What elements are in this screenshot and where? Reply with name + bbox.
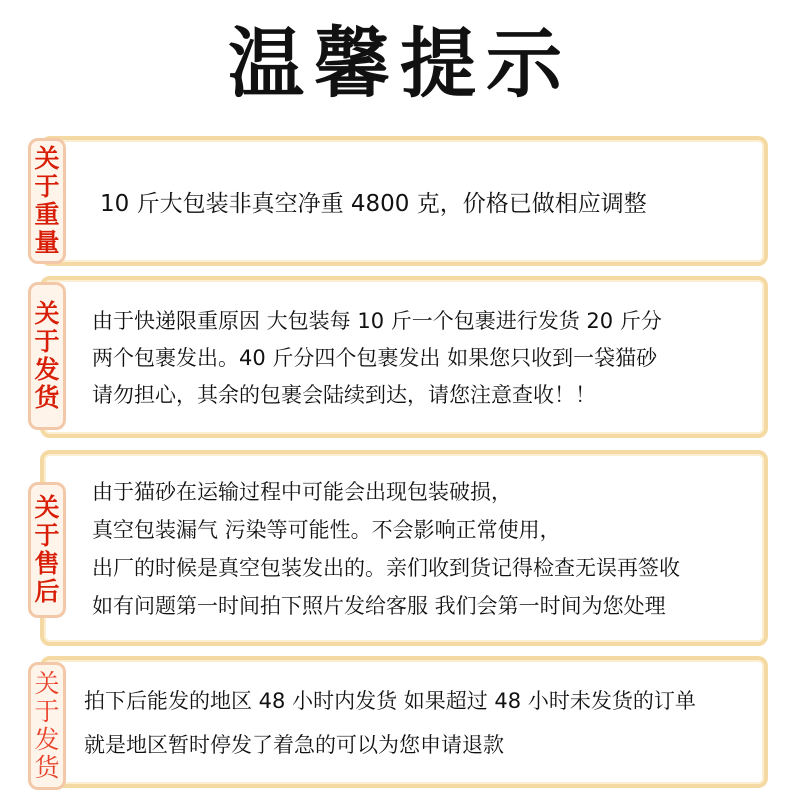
notice-line: 出厂的时候是真空包装发出的。亲们收到货记得检查无误再签收	[92, 556, 680, 580]
notice-line: 真空包装漏气 污染等可能性。不会影响正常使用，	[92, 518, 561, 542]
notice-panel-weight	[40, 136, 768, 266]
label-char: 发	[34, 725, 60, 754]
label-char: 于	[34, 521, 60, 550]
notice-panel-after-sales	[40, 450, 768, 646]
label-char: 售	[34, 549, 60, 578]
notice-line: 由于猫砂在运输过程中可能会出现包装破损，	[92, 480, 512, 504]
section-label-shipping-refund	[28, 662, 66, 790]
notice-line: 如有问题第一时间拍下照片发给客服 我们会第一时间为您处理	[92, 594, 666, 618]
label-char: 后	[34, 577, 60, 606]
section-label-shipping	[28, 282, 66, 430]
notice-line: 10 斤大包装非真空净重 4800 克，价格已做相应调整	[100, 190, 647, 217]
section-label-after-sales	[28, 482, 66, 618]
label-char: 于	[34, 697, 60, 726]
label-char: 关	[34, 299, 60, 328]
label-char: 关	[34, 493, 60, 522]
notice-text	[92, 140, 754, 262]
notice-line: 由于快递限重原因 大包装每 10 斤一个包裹进行发货 20 斤分	[92, 309, 662, 333]
label-char: 货	[34, 383, 60, 412]
label-char: 量	[34, 228, 60, 257]
notice-line: 请勿担心，其余的包裹会陆续到达，请您注意查收！！	[92, 383, 596, 407]
label-char: 关	[34, 669, 60, 698]
notice-line: 拍下后能发的地区 48 小时内发货 如果超过 48 小时未发货的订单	[84, 689, 696, 713]
label-char: 发	[34, 355, 60, 384]
notice-text	[92, 280, 754, 434]
label-char: 关	[34, 144, 60, 173]
label-char: 于	[34, 327, 60, 356]
notice-text	[84, 660, 754, 784]
section-label-weight	[28, 138, 66, 264]
label-char: 货	[34, 753, 60, 782]
label-char: 重	[34, 200, 60, 229]
label-char: 于	[34, 172, 60, 201]
notice-panel-shipping-refund	[40, 656, 768, 788]
notice-text	[92, 454, 754, 642]
notice-line: 两个包裹发出。40 斤分四个包裹发出 如果您只收到一袋猫砂	[92, 346, 658, 370]
page-title: 温馨提示	[228, 19, 572, 108]
notice-panel-shipping	[40, 276, 768, 438]
notice-line: 就是地区暂时停发了着急的可以为您申请退款	[84, 733, 504, 757]
